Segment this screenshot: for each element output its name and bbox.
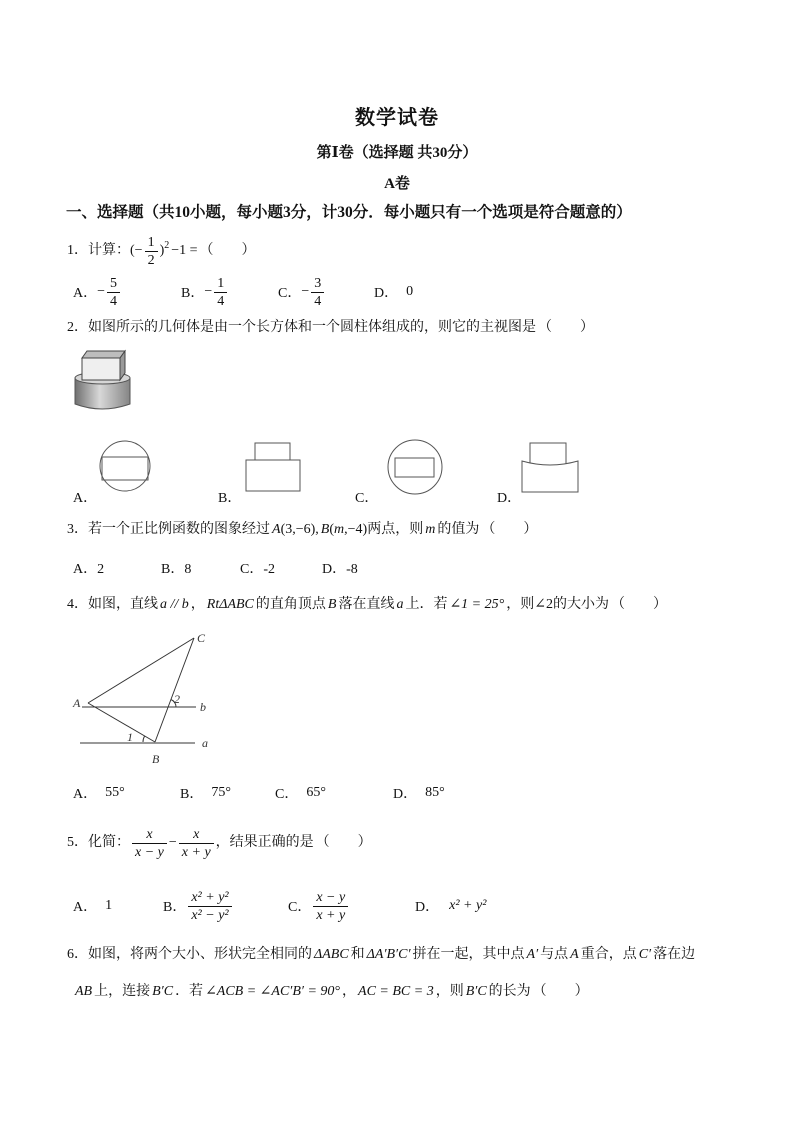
question-text: 和 xyxy=(350,947,365,962)
question-text: 如图，将两个大小、形状完全相同的 xyxy=(88,947,312,962)
math-segment: AB xyxy=(75,984,93,999)
option-fraction xyxy=(311,275,324,310)
option-b xyxy=(180,781,231,805)
numerator: x² + y² xyxy=(191,889,229,905)
answer-blank: （ ） xyxy=(532,984,589,999)
box-front-face xyxy=(82,358,120,380)
option-d xyxy=(393,781,445,805)
question-number: 1． xyxy=(67,243,88,258)
question-4-stem xyxy=(67,593,667,617)
option-label: D． xyxy=(415,900,440,915)
math-segment: B′C xyxy=(465,984,487,999)
question-1-stem xyxy=(67,229,256,273)
option-d xyxy=(415,882,488,930)
math-point: A xyxy=(272,522,281,537)
question-text: 两点，则 xyxy=(367,522,424,537)
option-b-figure xyxy=(246,443,300,491)
label-point-b: B xyxy=(152,752,160,766)
option-d xyxy=(322,556,358,580)
question-text: 的长为 xyxy=(488,984,531,999)
math-variable: m xyxy=(334,522,345,537)
question-text: ， xyxy=(190,597,205,612)
question-text: 如图，直线 xyxy=(88,597,158,612)
numerator: 1 xyxy=(147,234,155,250)
math-point: B xyxy=(327,597,337,612)
question-text: 的直角顶点 xyxy=(255,597,326,612)
triangle-parallel-lines-figure xyxy=(70,630,215,770)
circle-outline xyxy=(100,441,150,491)
question-text: 的值为 xyxy=(437,522,480,537)
close-paren: ) xyxy=(159,243,165,258)
denominator: 2 xyxy=(145,251,158,269)
option-label: A． xyxy=(73,286,98,301)
question-text: 上，连接 xyxy=(94,984,151,999)
option-value: x² + y² xyxy=(449,898,487,913)
option-fraction xyxy=(107,275,120,310)
denominator: x + y xyxy=(313,906,348,924)
top-rectangle xyxy=(530,443,566,464)
question-text: 拼在一起，其中点 xyxy=(412,947,525,962)
option-text: B．8 xyxy=(161,562,192,577)
segment-ab xyxy=(88,703,155,742)
option-c xyxy=(275,781,326,805)
math-coordinates: ,−4) xyxy=(344,522,368,537)
option-sign: − xyxy=(97,284,106,299)
top-rectangle xyxy=(255,443,290,460)
option-b xyxy=(181,268,229,316)
option-b xyxy=(161,556,191,580)
math-point: C′ xyxy=(638,947,652,962)
denominator: 4 xyxy=(311,292,324,310)
fraction xyxy=(145,234,158,269)
exam-title: 数学试卷 xyxy=(355,107,439,129)
option-b xyxy=(163,882,234,930)
denominator: 4 xyxy=(107,292,120,310)
option-label: C． xyxy=(275,787,299,802)
option-fraction xyxy=(214,275,227,310)
question-text: 若一个正比例函数的图象经过 xyxy=(88,522,270,537)
option-c xyxy=(240,556,275,580)
question-number: 4． xyxy=(67,597,88,612)
math-triangle: ΔA′B′C′ xyxy=(366,947,411,962)
option-label: C． xyxy=(288,900,312,915)
math-triangle: RtΔABC xyxy=(206,597,254,612)
answer-blank: （ ） xyxy=(315,835,372,850)
expression-tail: −1 = xyxy=(171,243,198,258)
option-a xyxy=(73,556,104,580)
math-coordinates: (3,−6), xyxy=(280,522,319,537)
math-point: B xyxy=(320,522,330,537)
option-sign: − xyxy=(204,284,213,299)
math-triangle: ΔABC xyxy=(314,947,349,962)
label-line-a: a xyxy=(202,736,208,750)
math-length-equation: AC = BC = 3 xyxy=(358,984,434,999)
option-a xyxy=(73,268,122,316)
option-value: 75° xyxy=(211,785,231,800)
question-lead: 计算： xyxy=(88,243,130,258)
option-label: D． xyxy=(393,787,418,802)
question-text: 如图所示的几何体是由一个长方体和一个圆柱体组成的，则它的主视图是 xyxy=(88,320,536,335)
question-5-stem xyxy=(67,821,372,865)
math-segment: B′C xyxy=(152,984,174,999)
question-6-stem-line-2 xyxy=(73,980,589,1004)
numerator: x xyxy=(146,826,153,842)
option-value: 1 xyxy=(105,898,113,913)
label-point-a: A xyxy=(73,696,81,710)
option-c xyxy=(288,882,350,930)
option-text: A．2 xyxy=(73,562,105,577)
option-label: B． xyxy=(218,491,242,506)
option-label: A． xyxy=(73,787,98,802)
math-paren: ( xyxy=(329,522,335,537)
answer-blank: （ ） xyxy=(538,320,594,335)
option-a-figure xyxy=(100,441,150,491)
math-parallel: a // b xyxy=(160,597,189,612)
question-number: 5． xyxy=(67,835,88,850)
option-label: C． xyxy=(278,286,302,301)
option-d xyxy=(497,485,521,509)
option-label: C． xyxy=(355,491,379,506)
numerator: x − y xyxy=(316,889,346,905)
question-6-stem-line-1 xyxy=(67,943,695,967)
option-d xyxy=(374,268,413,316)
option-sign: − xyxy=(301,284,310,299)
option-b xyxy=(218,485,241,509)
option-a xyxy=(73,781,125,805)
option-fraction xyxy=(313,889,348,924)
question-4-options xyxy=(0,781,794,805)
option-label: A． xyxy=(73,900,98,915)
fraction xyxy=(179,826,214,861)
option-value: 85° xyxy=(425,785,445,800)
numerator: 3 xyxy=(314,275,322,291)
question-2-options xyxy=(0,485,794,509)
option-label: B． xyxy=(163,900,187,915)
option-value: 55° xyxy=(105,785,125,800)
inner-rectangle xyxy=(102,457,148,480)
answer-blank: （ ） xyxy=(610,597,667,612)
option-c xyxy=(355,485,378,509)
option-label: B． xyxy=(181,286,205,301)
math-point: A xyxy=(570,947,579,962)
question-text: ， xyxy=(342,984,357,999)
open-paren: (− xyxy=(130,243,143,258)
exponent: 2 xyxy=(164,240,170,251)
volume-title: 第Ⅰ卷（选择题 共30分） xyxy=(316,145,478,161)
question-text: 落在边 xyxy=(653,947,696,962)
question-text: 上．若 xyxy=(405,597,448,612)
denominator: 4 xyxy=(214,292,227,310)
numerator: 5 xyxy=(110,275,118,291)
option-label: B． xyxy=(180,787,204,802)
label-line-b: b xyxy=(200,700,206,714)
option-fraction xyxy=(188,889,231,924)
question-number: 6． xyxy=(67,947,88,962)
answer-blank: （ ） xyxy=(481,522,538,537)
question-1-options xyxy=(0,268,794,316)
option-label: A． xyxy=(73,491,98,506)
option-c xyxy=(278,268,326,316)
option-value: 0 xyxy=(406,284,414,299)
math-line: a xyxy=(396,597,404,612)
box-top-face xyxy=(82,351,125,358)
question-text: ，则∠2的大小为 xyxy=(506,597,609,612)
question-3-stem xyxy=(67,518,537,542)
math-angle: ∠1 = 25° xyxy=(449,597,505,612)
option-value: 65° xyxy=(306,785,326,800)
option-a xyxy=(73,882,112,930)
question-3-options xyxy=(0,556,794,580)
label-point-c: C xyxy=(197,631,206,645)
option-text: D．-8 xyxy=(322,562,358,577)
section-heading: 一、选择题（共10小题，每小题3分，计30分．每小题只有一个选项是符合题意的） xyxy=(66,204,632,221)
math-point: A′ xyxy=(526,947,539,962)
option-label: D． xyxy=(497,491,522,506)
question-5-options xyxy=(0,882,794,930)
question-2-stem xyxy=(67,316,594,340)
question-text: 与点 xyxy=(540,947,569,962)
option-text: C．-2 xyxy=(240,562,275,577)
segment-bc xyxy=(155,638,194,742)
math-angle-equation: ∠ACB = ∠AC′B′ = 90° xyxy=(205,984,341,999)
question-text: 落在直线 xyxy=(338,597,395,612)
denominator: x² − y² xyxy=(188,906,231,924)
solid-figure xyxy=(70,346,134,416)
numerator: x xyxy=(193,826,200,842)
inner-rectangle xyxy=(395,458,434,477)
question-lead: 化简： xyxy=(88,835,130,850)
question-text: ，则 xyxy=(435,984,464,999)
question-text: 重合，点 xyxy=(580,947,637,962)
fraction xyxy=(132,826,167,861)
denominator: x − y xyxy=(132,843,167,861)
math-variable: m xyxy=(425,522,436,537)
question-number: 3． xyxy=(67,522,88,537)
label-angle-1: 1 xyxy=(127,730,133,744)
question-number: 2． xyxy=(67,320,88,335)
angle-1-arc xyxy=(143,736,145,742)
minus-sign: − xyxy=(168,835,177,850)
denominator: x + y xyxy=(179,843,214,861)
option-label: D． xyxy=(374,286,399,301)
question-text: ．若 xyxy=(175,984,204,999)
question-text: ，结果正确的是 xyxy=(215,835,314,850)
answer-blank: （ ） xyxy=(199,243,256,258)
label-angle-2: 2 xyxy=(174,692,180,706)
option-a xyxy=(73,485,97,509)
paper-label: A卷 xyxy=(384,176,410,192)
numerator: 1 xyxy=(217,275,225,291)
